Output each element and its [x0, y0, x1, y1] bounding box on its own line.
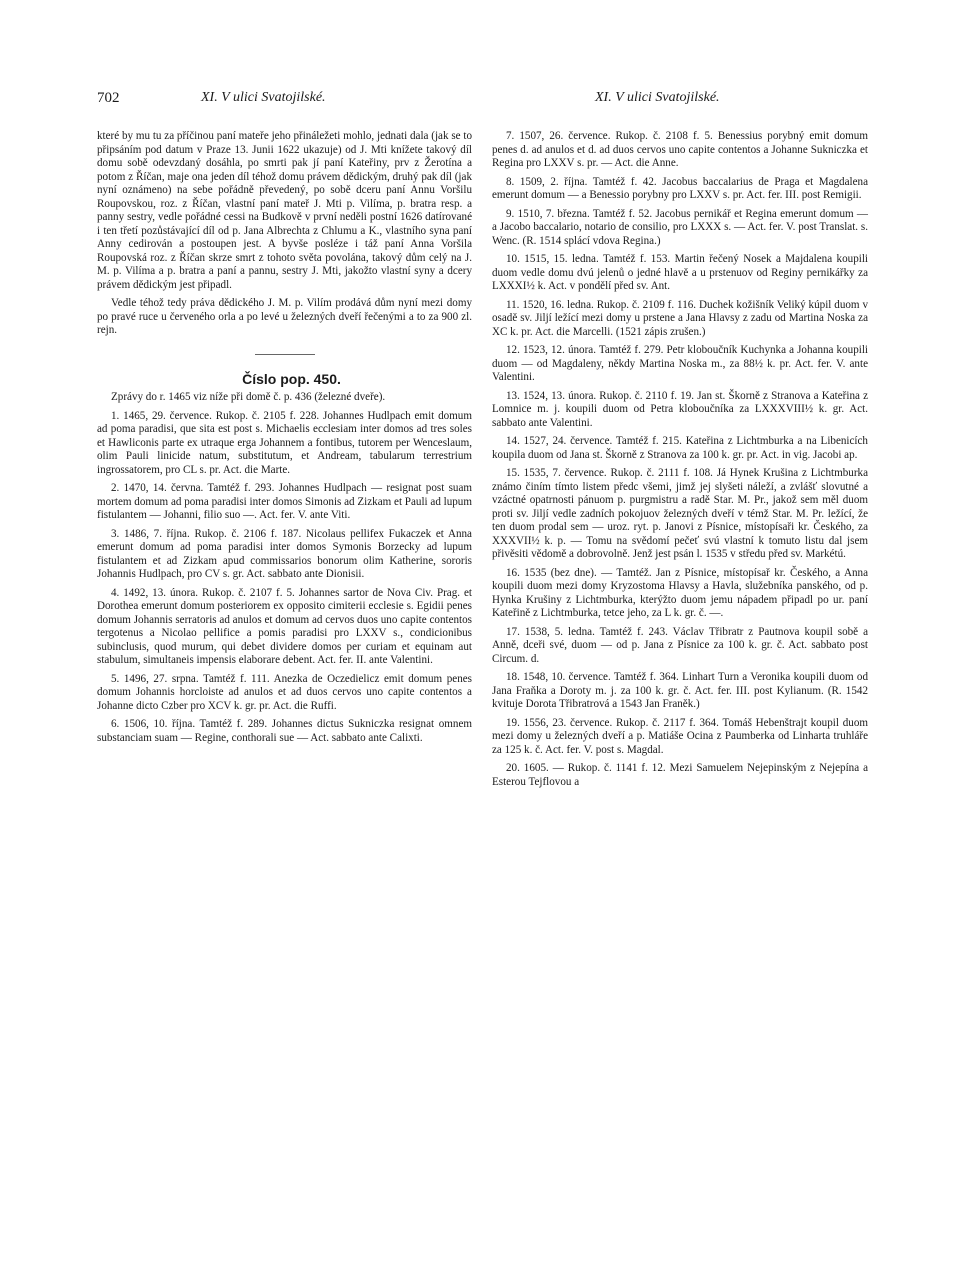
paragraph: Vedle téhož tedy práva dědického J. M. p. Vilím prodává dům nyní mezi domy po pravé ruce u červeného orla a po levé u železných dveří řečenými a to za 900 zl. rejn.	[97, 297, 472, 336]
page-number: 702	[97, 90, 120, 106]
paragraph: které by mu tu za příčinou paní mateře jeho přináležeti mohlo, jednati dala (jak se to připsáním pod datum v Praze 13. Junii 1622 ukazuje) od J. Mti knížete takový díl domu sobě odevzdaný dosáhla, po smrti pak jí paní Kateřiny, prv z Žerotína a potom z Říčan, maje ona jeden díl téhož domu právem dědickým, druhý pak díl (jak nyní oznámeno) na sebe pořádně převedený, po sobě dceru paní Annu Voršilu Roupovskou, roz. z Říčan, vlastní paní mateř J. Mti p. Vilíma, p. bratra resp. a panny sestry, vedle pořádné cessi na Budkově v první neděli postní 1626 datírované i ten třetí pozůstávající díl od p. Jana Albrechta z Chlumu a K., vlastního syna paní Anny cedirován a postoupen jest. A byvše posléze i táž paní Anna Voršila Roupovská roz. z Říčan skrze smrt z tohoto světa povolána, takový dům celý na J. M. p. Vilíma a p. bratra a paní a pannu, sestry J. Mti, jakožto vlastní syny a dcery právem dědickým jest připadl.	[97, 130, 472, 291]
entry-text: Václav Třibratr z Pautnova koupil sobě a Anně, dceři své, duom — od p. Jana z Písnice za 100 k. gr. č. Act. sabbato post Circum. d.	[492, 625, 868, 665]
entry	[97, 482, 472, 523]
entry-head: 17. 1538, 5. ledna. Tamtéž f. 243.	[506, 625, 668, 638]
entry-head: 11. 1520, 16. ledna. Rukop. č. 2109 f. 116.	[506, 298, 697, 311]
entry-head: 15. 1535, 7. července. Rukop. č. 2111 f. 108.	[506, 467, 713, 479]
entry	[492, 762, 868, 789]
entry	[492, 435, 868, 462]
entry-text: Johannes Hudlpach — resignat post suam mortem domum ad poma paradisi inter domos Simonis ad Zizkam et Pauli ad lupum fistulantem — Johanni, filio suo —. Act. fer. V. ante Viti.	[97, 482, 472, 521]
entry-text: Mezi Samuelem Nejepinským z Nejepína a Esterou Tejflovou a	[492, 762, 868, 788]
entry-head: 10. 1515, 15. ledna. Tamtéž f. 153.	[506, 253, 671, 265]
entry	[492, 299, 868, 340]
entry-head: 16. 1535 (bez dne). — Tamtéž.	[506, 566, 652, 579]
entry	[492, 176, 868, 203]
entry-head: 5. 1496, 27. srpna. Tamtéž f. 111.	[111, 672, 270, 685]
entry-text: Já Hynek Krušina z Lichtmburka známo činím tímto listem předc všemi, jimž jej slyšeti náleží, a zvlášť slovutné a vzáctné opatrnosti pánuom p. purgmistru a radě Star. M. Pr., jakož sem měl duom proti sv. Jiljí vedle zadních pokojuov železných dveří v témž Star. M. Pr. ležící, že ten duom prodal sem — uroz. ryt. p. Janovi z Písnice, místopísaři kr. Českého, za XXXVII½ k. p. — Tomu na svědomí pečeť svú vlastní k tomuto listu dal jsem přivěsiti vědomě a dobrovolně. Jenž jest psán l. 1535 v středu před sv. Markétú.	[492, 467, 868, 560]
entry-text: Anezka de Oczedielicz emit domum penes domum Johannis horcloiste ad anulos et ad duos cervos uno capite contentos a Johanne dicto Czber pro XCV k. gr. pr. Act. die Ruffi.	[97, 672, 472, 712]
entry-text: Jacobus pernikář et Regina emerunt domum — a Jacobo baccalario, notario de consilio, pro LXXX s. — Act. fer. V. post Translat. s. Wenc. (R. 1514 splácí vdova Regina.)	[492, 207, 868, 247]
entry	[97, 718, 472, 745]
entry-head: 9. 1510, 7. března. Tamtéž f. 52.	[506, 207, 653, 220]
entry-text: Benessius porybný emit domum penes d. ad anulos et d. ad duos cervos uno capite contentos a Johanne Sukniczka et Regina pro LXXV s. pr. — Act. die Anne.	[492, 130, 868, 169]
entry-text: Johannes sartor de Nova Civ. Prag. et Dorothea emerunt domum posteriorem ex opposito cimiterii ecclesie s. Egidii penes domum Johannis serratoris ad anulos et domum ad cervos duos uno capite contentos tergotenus a Nicolao pellifice a pomis paradisi pro LXXV s., condicionibus subinclusis, quod murum, qui debet dividere domos per curiam et equinam aut stabulum, simultaneis impensis elaborare debent. Act. fer. II. ante Valentini.	[97, 586, 473, 666]
entry-head: 2. 1470, 14. června. Tamtéž f. 293.	[111, 482, 275, 494]
entry-text: Tomáš Hebenštrajt koupil duom mezi domy u železných dveří a p. Matiáše Ocina z Paumberka od Linharta truhláře za 125 k. č. Act. fer. V. post s. Magdal.	[492, 716, 868, 756]
entry-text: Martin řečený Nosek a Majdalena koupili duom vedle domu dvú jelenů o jedné hlavě a u prstenuov od Reginy pernikářky za LXXXI½ k. Act. v pondělí před sv. Ant.	[492, 253, 868, 292]
left-entries	[97, 410, 472, 746]
entry	[492, 390, 868, 431]
entry	[97, 587, 472, 668]
entry-head: 4. 1492, 13. února. Rukop. č. 2107 f. 5.	[111, 586, 295, 599]
entry	[492, 671, 868, 712]
entry-head: 20. 1605. — Rukop. č. 1141 f. 12.	[506, 762, 666, 774]
entry-text: Petr kloboučník Kuchynka a Johanna koupili duom — od Magdaleny, někdy Martina Noska m., za 88½ k. pr. Act. fer. V. ante Valentini.	[492, 344, 868, 383]
entry	[492, 253, 868, 294]
entry-head: 7. 1507, 26. července. Rukop. č. 2108 f. 5.	[506, 130, 713, 142]
entry	[492, 208, 868, 249]
left-column	[97, 130, 472, 750]
running-title-right: XI. V ulici Svatojilské.	[595, 90, 720, 105]
entry	[492, 717, 868, 758]
section-title: Číslo pop. 450.	[242, 370, 341, 387]
entry	[492, 344, 868, 385]
entry-head: 6. 1506, 10. října. Tamtéž f. 289.	[111, 718, 268, 730]
page-header	[97, 90, 867, 112]
right-column	[492, 130, 868, 794]
entry	[97, 673, 472, 714]
entry-head: 12. 1523, 12. února. Tamtéž f. 279.	[506, 344, 664, 356]
section-intro: Zprávy do r. 1465 viz níže při domě č. p. 436 (železné dveře).	[111, 391, 386, 403]
entry-head: 1. 1465, 29. července. Rukop. č. 2105 f. 228.	[111, 409, 320, 422]
entry	[492, 467, 868, 562]
entry	[492, 567, 868, 621]
entry	[492, 130, 868, 171]
running-title-left: XI. V ulici Svatojilské.	[201, 90, 326, 105]
entry-text: Johannes dictus Sukniczka resignat omnem substanciam suam — Regine, conthorali sue — Act. sabbato ante Calixti.	[97, 718, 472, 744]
entry	[97, 528, 472, 582]
entry-text: Johannes Hudlpach emit domum ad poma paradisi, que sita est post s. Michaelis ecclesiam inter domos ad tres soles et Hawliconis parte ex utraque erga Johannem a fontibus, tutorem per Wenceslaum, olim Pauli linicide natum, substitutum, et Andream, tabularum terrestrium ingrossatorem, pro CL s. pr. Act. die Marte.	[97, 409, 472, 476]
entry-text: Jacobus baccalarius de Praga et Magdalena emerunt domum — a Benessio porybny pro LXXV s. pr. Act. fer. III. post Remigii.	[492, 175, 868, 201]
entry-text: Jan st. Škorně z Stranova a Kateřina z Lomnice m. j. koupili duom od Petra kloboučníka za LXXXVIII½ k. gr. Act. sabbato ante Valentini.	[492, 389, 868, 429]
entry	[97, 410, 472, 478]
entry-text: Duchek kožišník Veliký kúpil duom v osadě sv. Jiljí ležící mezi domy u prstene a Jana Hlavsy z zadu od Martina Noska za XC k. pr. Act. die Marcelli. (1521 zápis zrušen.)	[492, 298, 868, 338]
entry-head: 18. 1548, 10. července. Tamtéž f. 364.	[506, 671, 679, 683]
divider	[255, 354, 315, 355]
entry-text: Jan z Písnice, místopísař kr. Českého, a Anna koupili duom mezi domy Kryzostoma Hlavsy a Havla, služebníka panského, od p. Hynka Krušiny z Lichtmburka, kterýžto duom jemu nápadem připadl po ur. paní Kateřině z Lichtmburka, tetce jeho, za L k. gr. č. —.	[492, 566, 869, 619]
entry	[492, 626, 868, 667]
entry-text: Nicolaus pellifex Fukaczek et Anna emerunt domum ad poma paradisi inter domos Symonis Borzecky ad lupum fistulantem et ad Zizkam apud commissarios bonorum olim Katherine, sororis Johannis Hudlpach, pro CV s. gr. Act. sabbato ante Dionisii.	[97, 527, 472, 580]
entry-text: Linhart Turn a Veronika koupili duom od Jana Fraňka a Doroty m. j. za 100 k. gr. č. Act. fer. III. post Kylianum. (R. 1542 kvituje Dorota Třibratrová a 1543 Jan Franěk.)	[492, 671, 868, 710]
entry-head: 19. 1556, 23. července. Rukop. č. 2117 f. 364.	[506, 716, 719, 729]
entry-head: 13. 1524, 13. února. Rukop. č. 2110 f. 19.	[506, 389, 695, 402]
entry-text: Kateřina z Lichtmburka a na Libenicích koupila duom od Jana st. Škorně z Stranova za 100 k. gr. pr. Act. in vig. Jacobi ap.	[492, 435, 868, 461]
entry-head: 3. 1486, 7. října. Rukop. č. 2106 f. 187.	[111, 527, 302, 540]
entry-head: 14. 1527, 24. července. Tamtéž f. 215.	[506, 435, 682, 447]
right-entries	[492, 130, 868, 789]
entry-head: 8. 1509, 2. října. Tamtéž f. 42.	[506, 175, 657, 188]
